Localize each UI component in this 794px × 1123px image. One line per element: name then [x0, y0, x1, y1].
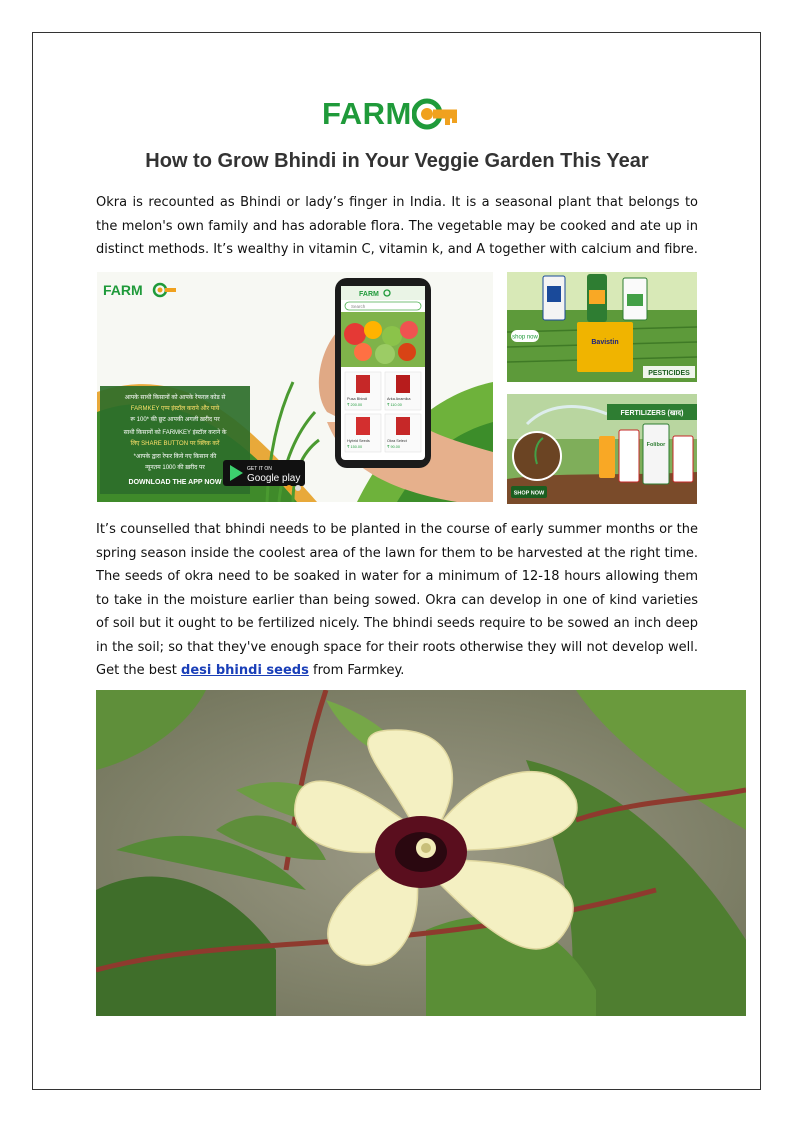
logo-text: FARM: [322, 96, 412, 131]
folibor-label: Folibor: [646, 442, 666, 448]
get-it-on-text: GET IT ON: [247, 466, 272, 472]
desi-bhindi-seeds-link[interactable]: desi bhindi seeds: [181, 663, 309, 678]
product-price-3: ₹ 150.00: [347, 445, 363, 449]
promo-line-7: न्यूनतम 1000 की ख़रीद पर: [145, 465, 205, 471]
okra-flower-photo: [96, 690, 746, 1016]
banner-logo: FARM: [103, 282, 143, 298]
promo-line-5: लिए SHARE BUTTON पर क्लिक करें: [130, 441, 220, 447]
promo-line-6: *आपके द्वारा रेफर किये गए किसान की: [133, 454, 217, 460]
shop-now-text-fertilizers: SHOP NOW: [513, 490, 545, 497]
google-play-text: Google play: [247, 473, 301, 484]
body-paragraph: [96, 518, 698, 683]
key-icon: [412, 94, 460, 134]
product-name-3: Hybrid Seeds: [347, 439, 370, 443]
phone-app-logo: FARM: [359, 291, 379, 298]
fertilizers-tile[interactable]: [507, 394, 697, 504]
shop-now-text: shop now: [512, 334, 538, 341]
product-price-1: ₹ 200.00: [347, 403, 363, 407]
fertilizers-graphic: [507, 394, 697, 504]
product-name-1: Pusa Bhindi: [347, 397, 368, 401]
page-title: How to Grow Bhindi in Your Veggie Garden This Year: [145, 150, 649, 172]
intro-paragraph: Okra is recounted as Bhindi or lady’s finger in India. It is a seasonal plant that belongs to the melon's own family and has adorable flora. The vegetable may be cooked and ate up in distinct methods. It’s wealthy in vitamin C, vitamin k, and A together with calcium and fibre.: [96, 195, 698, 257]
phone-search-text: Search: [351, 304, 366, 309]
bavistin-label: Bavistin: [591, 339, 619, 346]
fertilizers-label: FERTILIZERS (खाद): [620, 410, 684, 417]
promo-line-3: रू 100* की छूट आपकी अगली ख़रीद पर: [130, 417, 220, 423]
pesticides-tile[interactable]: [507, 272, 697, 382]
okra-flower-graphic: [96, 690, 746, 1016]
farmkey-logo[interactable]: [322, 94, 460, 134]
product-name-4: Okra Select: [387, 439, 407, 443]
product-price-2: ₹ 110.00: [387, 403, 402, 407]
promo-line-2: FARMKEY एप्प इंस्टॉल कराने और पाये: [130, 406, 220, 412]
body-end-text: from Farmkey.: [308, 663, 405, 678]
promo-line-4: साथी किसानों को FARMKEY इंस्टॉल कराने के: [123, 430, 227, 436]
product-name-2: Arka Anamika: [387, 397, 411, 401]
app-promo-banner[interactable]: [97, 272, 493, 502]
download-app-text: DOWNLOAD THE APP NOW: [128, 479, 222, 486]
pesticides-graphic: [507, 272, 697, 382]
body-text: It’s counselled that bhindi needs to be planted in the course of early summer months or the spring season inside the coolest area of the lawn for them to be harvested at the right time. The seeds of okra need to be soaked in water for a minimum of 12-18 hours allowing them to take in the moisture earlier than being sowed. Okra can develop in one of kind varieties of soil but it ought to be fertilized nicely. The bhindi seeds require to be sowed an inch deep in the soil; so that they've enough space for their roots otherwise they will not develop well. Get the best: [96, 522, 698, 678]
pesticides-label: PESTICIDES: [648, 370, 690, 377]
product-price-4: ₹ 90.00: [387, 445, 400, 449]
app-promo-graphic: [97, 272, 493, 502]
promo-line-1: आपके साथी किसानों को आपके रेफरल कोड से: [124, 395, 226, 401]
